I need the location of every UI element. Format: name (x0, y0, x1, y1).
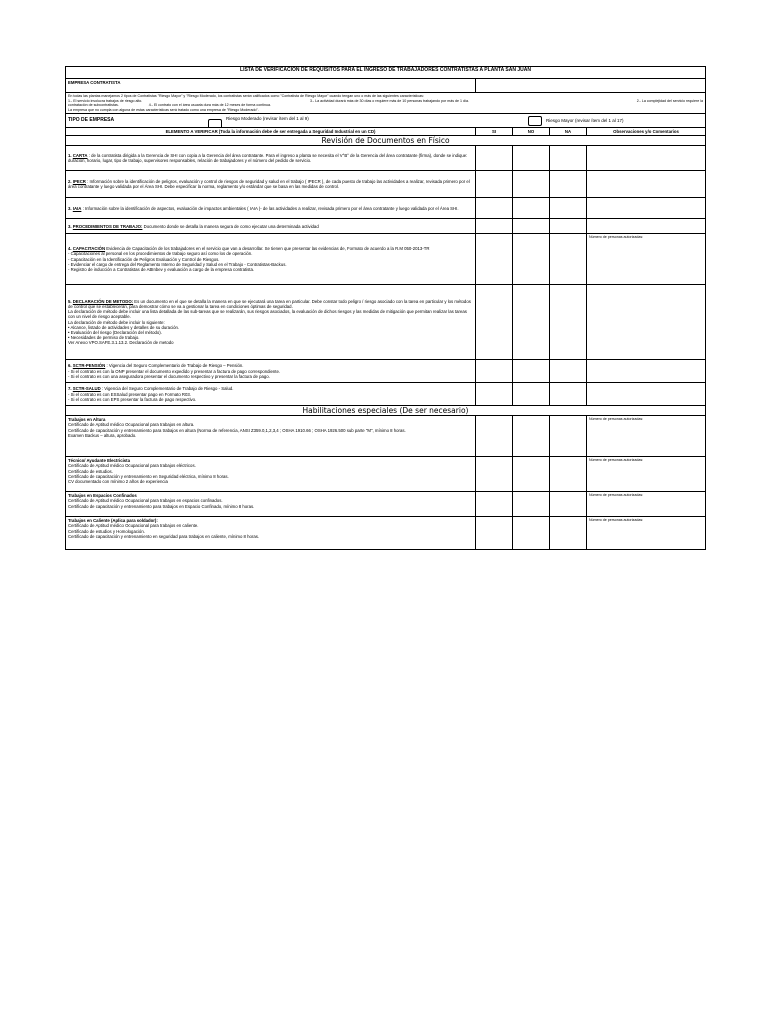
checklist-item-row (66, 360, 706, 383)
text-line: • Alcance, listado de actividades y detalles de su duración. (68, 324, 180, 330)
observaciones-cell[interactable] (587, 171, 706, 198)
check-na[interactable] (550, 234, 587, 285)
check-no[interactable] (513, 360, 550, 383)
text-line: Certificado de estudios y Homologación. (68, 528, 145, 534)
check-si[interactable] (476, 517, 513, 550)
intro-line-2a: 1.- El servicio involucra trabajos de riesgo alto. (68, 98, 143, 103)
check-si[interactable] (476, 416, 513, 457)
text-line: - Capacitaciones al personal en los procedimientos de trabajo seguro así como los de operación. (68, 251, 253, 257)
check-no[interactable] (513, 457, 550, 492)
check-na[interactable] (550, 416, 587, 457)
check-na[interactable] (550, 457, 587, 492)
item-number: 5. (68, 298, 73, 304)
item-number: 7. (68, 386, 73, 392)
empresa-label: EMPRESA CONTRATISTA (66, 79, 476, 93)
text-line: Certificado de capacitación y entrenamiento en Seguridad eléctrica, mínimo 8 horas. (68, 473, 229, 479)
text-line: Ver Anexo VPO.SAFE.3.1.13.2. Declaración de metodo (68, 340, 174, 346)
text-line: Certificado de Aptitud médico Ocupacional para trabajos en caliente. (68, 523, 199, 529)
item-description (66, 219, 476, 234)
observaciones-cell[interactable] (587, 360, 706, 383)
check-na[interactable] (550, 517, 587, 550)
check-na[interactable] (550, 198, 587, 219)
check-si[interactable] (476, 285, 513, 360)
check-si[interactable] (476, 234, 513, 285)
item-key: SCTR-SALUD (72, 386, 101, 392)
habilitacion-title: Técnico/ Ayudante Electricista (68, 458, 131, 464)
check-na[interactable] (550, 492, 587, 517)
text-line: La declaración de método debe incluir lo siguiente: (68, 319, 165, 325)
habilitacion-title: Trabajos en Altura (68, 417, 106, 423)
item-description (66, 360, 476, 383)
text-line: - Si el contrato es con EPS presentar la factura de pago respectivo. (68, 396, 197, 402)
col-observaciones: Observaciones y/o Comentarios (587, 128, 706, 136)
item-number: 1. (68, 153, 73, 158)
habilitacion-description (66, 416, 476, 457)
checklist-sheet (65, 66, 705, 550)
text-line: La declaración de método debe incluir una lista detallada de las sub-tareas que se realizarán, sus riesgos asociados, la evaluación de dichos riesgos y las medidas de mitigación que permitan realizar las tareas con un nivel de riesgo aceptable. (68, 309, 467, 320)
text-line: • Evaluación del riesgo (Declaración del método). (68, 330, 162, 335)
check-si[interactable] (476, 198, 513, 219)
text-line: - Si el contrato es con la ONP presentar el documento expedido y presentar a factura de pago correspondiente. (68, 368, 281, 374)
item-description (66, 171, 476, 198)
text-line: Certificado de estudios. (68, 468, 113, 474)
check-no[interactable] (513, 198, 550, 219)
check-na[interactable] (550, 285, 587, 360)
item-key: IPECR (72, 179, 86, 184)
check-si[interactable] (476, 219, 513, 234)
item-text: Documento donde se detalla la manera segura de como ejecutar una determinada actividad (142, 223, 319, 229)
item-key: PROCEDIMIENTOS DE TRABAJO: (72, 223, 143, 229)
checkbox-mayor[interactable] (528, 116, 542, 126)
check-no[interactable] (513, 492, 550, 517)
observaciones-cell[interactable] (587, 285, 706, 360)
text-line: - Capacitación en la Identificación de Peligros Evaluación y Control de Riesgos. (68, 256, 220, 262)
text-line: Certificado de capacitación y entrenamiento para trabajos en Espacio Confinado, mínimo 8 horas. (68, 503, 255, 509)
check-si[interactable] (476, 171, 513, 198)
check-na[interactable] (550, 360, 587, 383)
item-key: DECLARACIÓN DE METODO: (72, 298, 134, 304)
item-description (66, 198, 476, 219)
observaciones-cell[interactable]: Número de personas autorizadas: (587, 457, 706, 492)
item-text: Evidencia de Capacitación de los trabajadores en el servicio que van a desarrollar. Se tienen que presentar las evidencias de, Formato de acuerdo a la R.M 050-2013-TR (105, 246, 430, 252)
check-si[interactable] (476, 360, 513, 383)
checklist-table (65, 66, 706, 550)
observaciones-cell[interactable] (587, 146, 706, 171)
checkbox-moderado[interactable] (208, 119, 222, 128)
check-no[interactable] (513, 416, 550, 457)
text-line: - Si el contrato es con una aseguradora presentar el documento respectivo y presentar la factura de pago. (68, 373, 270, 379)
text-line: Certificado de capacitación y entrenamiento en seguridad para trabajos en caliente, mínimo 8 horas. (68, 533, 260, 539)
text-line: CV documentado con mínimo 2 años de experiencia (68, 479, 168, 485)
check-no[interactable] (513, 146, 550, 171)
text-line: Certificado de Aptitud médico Ocupacional para trabajos eléctricos. (68, 463, 196, 469)
tipo-empresa-label: TIPO DE EMPRESA (68, 116, 115, 123)
check-na[interactable] (550, 146, 587, 171)
habilitacion-description (66, 492, 476, 517)
item-text: Es un documento en el que se detalla la manera en que se ejecutará una tarea en particular. Debe constar todo peligro / riesgo asociado con la tarea en particular y los métodos de control que se establecerán, para demostrar cómo se va a gestionar la tarea en condiciones óptimas de seguridad. (68, 298, 471, 309)
checklist-item-row (66, 285, 706, 360)
tipo-empresa-row (66, 114, 706, 128)
item-number: 4. (68, 246, 73, 252)
document-title: LISTA DE VERIFICACIÓN DE REQUISITOS PARA EL INGRESO DE TRABAJADORES CONTRATISTAS A PLANTA SAN JUAN (66, 67, 706, 79)
intro-line-2b: 3.- La actividad durará más de 30 días o requiere más de 10 personas trabajando por más de 1 día. (309, 98, 470, 103)
empresa-input[interactable] (476, 79, 706, 93)
option-riesgo-moderado[interactable] (208, 114, 528, 128)
item-key: IAIA (72, 205, 82, 211)
label-riesgo-mayor: Riesgo Mayor (revisar ítem del 1 al 17) (546, 117, 624, 123)
label-riesgo-moderado: Riesgo Moderado (revisar ítem del 1 al 9) (226, 115, 309, 121)
item-number: 3. (68, 223, 73, 229)
col-elemento: ELEMENTO A VERIFICAR (Toda la información debe de ser entregada a Seguridad Industrial en un CD) (66, 128, 476, 136)
item-description (66, 146, 476, 171)
item-description (66, 234, 476, 285)
col-no: NO (513, 128, 550, 136)
item-description (66, 383, 476, 406)
habilitacion-description (66, 457, 476, 492)
item-number: 6. (68, 363, 73, 369)
observaciones-cell[interactable]: Número de personas autorizadas: (587, 416, 706, 457)
habilitacion-row (66, 492, 706, 517)
col-si: SI (476, 128, 513, 136)
checklist-item-row (66, 146, 706, 171)
observaciones-cell[interactable] (587, 198, 706, 219)
item-number: 2. (68, 179, 73, 184)
check-na[interactable] (550, 171, 587, 198)
check-no[interactable] (513, 285, 550, 360)
observaciones-cell[interactable]: Número de personas autorizadas: (587, 492, 706, 517)
check-na[interactable] (550, 219, 587, 234)
item-text: : Información sobre la identificación de peligros, evaluación y control de riesgos de seguridad y salud en el trabajo ( IPECR ), de cada puesto de trabajo las actividades a realizar, revisada primero por el área contratante y luego validada por el Área SHI. Debe especificar la norma, reglamento y/o estándar que se basa en las medidas de control. (68, 179, 470, 190)
item-text: : de la contratista dirigida a la Gerencia de SHI con copia a la Gerencia del área contratante. Para el ingreso a planta se necesita el V°B° de la Gerencia del área contratante (firma), donde se indique: duración, horario, lugar, tipo de trabajo, supervisores responsables, relación de trabajadores y el número del pedido de servicio. (68, 153, 468, 164)
observaciones-cell[interactable] (587, 383, 706, 406)
section-habilitaciones: Habilitaciones especiales (De ser necesario) (66, 406, 706, 416)
text-line: - Registro de inducción a Contratistas de ABInbev y evaluación a cargo de la empresa contratista. (68, 267, 255, 272)
observaciones-cell[interactable] (587, 219, 706, 234)
habilitacion-row (66, 517, 706, 550)
check-no[interactable] (513, 517, 550, 550)
check-si[interactable] (476, 383, 513, 406)
text-line: - Si el contrato es con ESSalud presentar pago en Formato R03. (68, 391, 192, 397)
habilitacion-description (66, 517, 476, 550)
intro-line-4: La empresa que no cumpla con alguna de estas características será tratado como una empresa de "Riesgo Moderado". (68, 107, 259, 112)
item-text: : Información sobre la identificación de aspectos, evaluación de impactos ambientales ( IAIA )- de las actividades a realizar, revisada primero por el área contratante y luego validada por el Área SHI. (81, 205, 459, 211)
item-text: : Vigencia del Seguro Complementario de Trabajo de Riesgo – Pensión. (105, 363, 244, 369)
habilitacion-row (66, 416, 706, 457)
observaciones-cell[interactable]: Número de personas autorizadas: (587, 517, 706, 550)
text-line: • Necesidades de permiso de trabajo. (68, 335, 140, 341)
observaciones-cell[interactable]: Número de personas autorizadas: (587, 234, 706, 285)
intro-line-2c: 2.- La complejidad del servicio requiere la (636, 98, 704, 103)
check-no[interactable] (513, 234, 550, 285)
section-fisico: Revisión de Documentos en Físico (66, 136, 706, 146)
text-line: Certificado de Aptitud médico Ocupacional para trabajos en espacios confinados. (68, 498, 223, 504)
check-si[interactable] (476, 146, 513, 171)
text-line: Examen Backus – altura, aprobado. (68, 432, 137, 438)
check-si[interactable] (476, 457, 513, 492)
intro-line-3b: 4.- El contrato con el área usuaria dura más de 12 meses de forma continua. (148, 103, 272, 107)
text-line: Certificado de capacitación y entrenamiento para trabajos en altura (Norma de referencia, ANSI Z359.0,1,2,3,4 ; OSHA 1910.66 ; OSHA 1926.500 sub parte "M", mínimo 8 horas. (68, 427, 406, 433)
checklist-item-row (66, 171, 706, 198)
checklist-item-row (66, 219, 706, 234)
check-no[interactable] (513, 383, 550, 406)
checklist-item-row (66, 383, 706, 406)
check-na[interactable] (550, 383, 587, 406)
items-body (66, 146, 706, 406)
intro-text (66, 93, 706, 114)
check-si[interactable] (476, 492, 513, 517)
habilitacion-title: Trabajos en Espacios Confinados (68, 493, 137, 499)
item-number: 3. (68, 205, 73, 211)
intro-line-1: En todas las plantas manejamos 2 tipos de Contratistas "Riesgo Mayor" y "Riesgo Moderado, los contratistas serán calificados como "Contratista de Riesgo Mayor" cuando tengan uno o más de las siguientes características: (68, 94, 424, 98)
check-no[interactable] (513, 171, 550, 198)
column-header-row (66, 128, 706, 136)
text-line: Certificado de Aptitud médico Ocupacional para trabajos en altura. (68, 422, 195, 428)
check-no[interactable] (513, 219, 550, 234)
habilitaciones-body (66, 416, 706, 550)
item-key: CARTA (72, 153, 88, 158)
checklist-item-row (66, 198, 706, 219)
item-description (66, 285, 476, 360)
habilitacion-row (66, 457, 706, 492)
option-riesgo-mayor[interactable] (528, 116, 624, 126)
checklist-item-row (66, 234, 706, 285)
item-key: SCTR-PENSIÓN (72, 363, 106, 369)
habilitacion-title: Trabajos en Caliente (Aplica para soldador): (68, 518, 158, 524)
item-text: : Vigencia del Seguro Complementario de Trabajo de Riesgo - Salud. (100, 386, 234, 392)
col-na: NA (550, 128, 587, 136)
item-key: CAPACITACIÓN (72, 246, 106, 252)
text-line: - Evidenciar el cargo de entrega del Reglamento Interno de Seguridad y Salud en el Trabajo - Contratistas-Backus. (68, 261, 287, 267)
intro-line-3a: contratación de subcontratistas. (68, 103, 119, 107)
